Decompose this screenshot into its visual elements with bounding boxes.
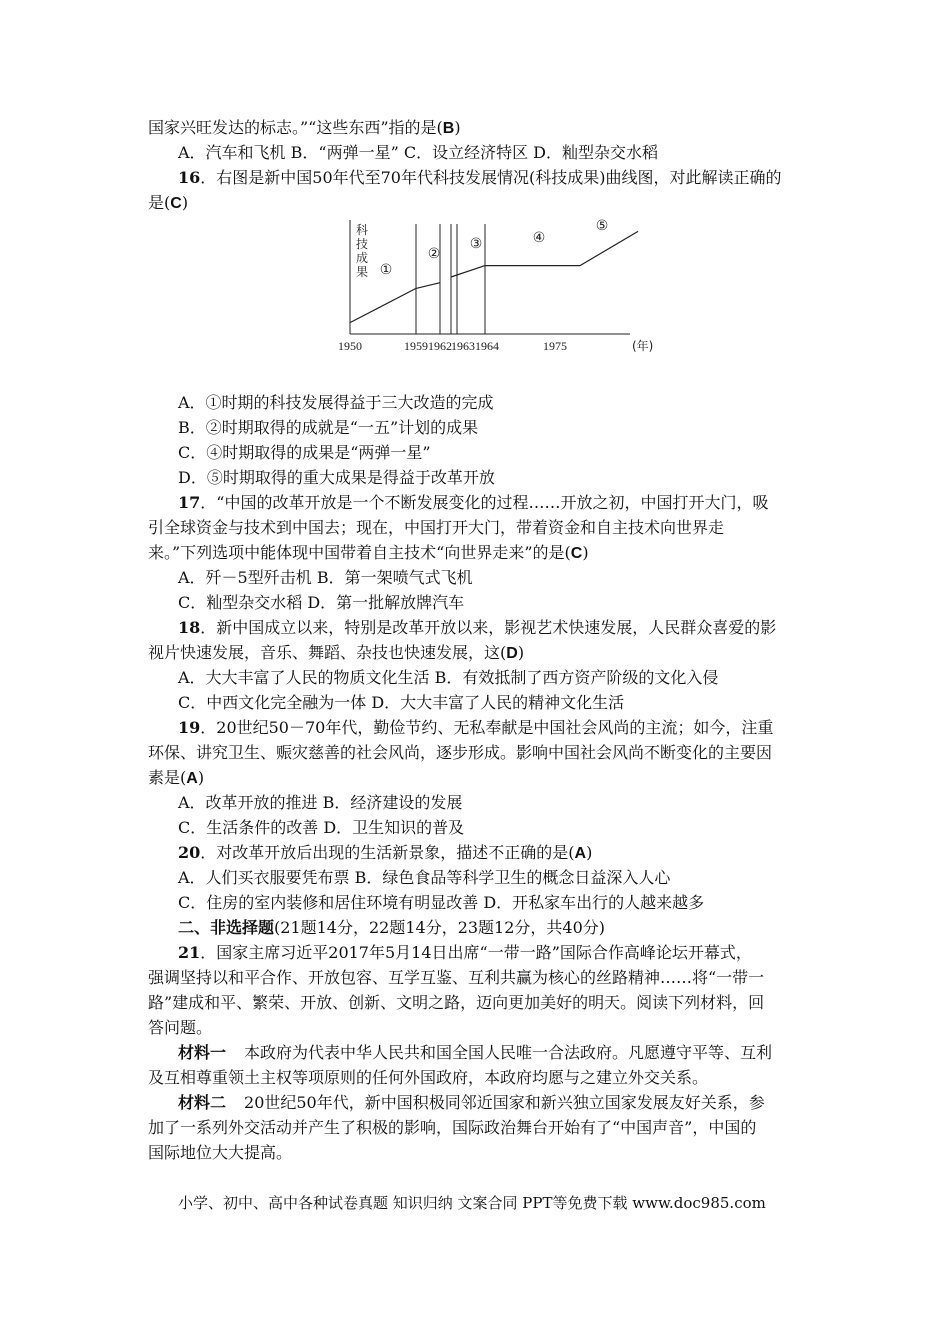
q17-text-1: ．“中国的改革开放是一个不断发展变化的过程……开放之初，中国打开大门，吸 [200, 493, 769, 512]
q19-stem-3 [148, 768, 204, 789]
q18-stem-1 [178, 618, 776, 638]
q15-options: A．汽车和飞机 B．“两弹一星” C．设立经济特区 D．籼型杂交水稻 [178, 143, 659, 162]
x-tick-1975: 1975 [543, 339, 567, 353]
material-1-label: 材料一 [178, 1043, 227, 1062]
chart-svg [330, 212, 670, 362]
x-axis-label: (年) [632, 339, 654, 353]
q16-option-b: B．②时期取得的成就是“一五”计划的成果 [178, 418, 479, 437]
q16-text-2: 是( [148, 193, 171, 212]
x-tick-1964: 1964 [475, 339, 499, 353]
material-2-text-1: 20世纪50年代，新中国积极同邻近国家和新兴独立国家发展友好关系，参 [244, 1093, 765, 1112]
section-2-heading [178, 918, 605, 938]
q17-stem-2: 引全球资金与技术到中国去；现在，中国打开大门，带着资金和自主技术向世界走 [148, 518, 725, 537]
q20-answer: A [574, 845, 587, 862]
q18-stem-2 [148, 643, 524, 664]
period-label-3: ③ [469, 236, 483, 252]
q21-stem-3: 路”建成和平、繁荣、开放、创新、文明之路，迈向更加美好的明天。阅读下列材料，回 [148, 993, 765, 1012]
q15-text: 国家兴旺发达的标志。”“这些东西”指的是( [148, 118, 443, 137]
q19-text-1: ．20世纪50－70年代，勤俭节约、无私奉献是中国社会风尚的主流；如今，注重 [200, 718, 774, 737]
q18-paren: ) [517, 643, 525, 662]
chart-lines [350, 231, 638, 322]
q20-paren: ) [586, 843, 593, 862]
q19-paren: ) [197, 768, 205, 787]
y-label-char: 成 [356, 251, 369, 265]
q19-stem-2: 环保、讲究卫生、赈灾慈善的社会风尚，逐步形成。影响中国社会风尚不断变化的主要因 [148, 743, 773, 762]
period-label-1: ① [379, 262, 393, 278]
q17-number: 17 [178, 493, 201, 512]
q18-text-2: 视片快速发展，音乐、舞蹈、杂技也快速发展，这( [148, 643, 507, 662]
period-labels [380, 218, 609, 278]
q17-options-1: A．歼－5型歼击机 B．第一架喷气式飞机 [178, 568, 473, 587]
q21-stem-4: 答问题。 [148, 1018, 213, 1037]
q20-stem [178, 843, 592, 864]
q17-paren: ) [582, 543, 589, 562]
q19-options-1: A．改革开放的推进 B．经济建设的发展 [178, 793, 463, 812]
q19-number: 19 [178, 718, 201, 737]
section-2-title: 二、非选择题 [178, 918, 275, 937]
material-2-label: 材料二 [178, 1093, 227, 1112]
q18-options-2: C．中西文化完全融为一体 D．大大丰富了人民的精神文化生活 [178, 693, 625, 712]
segment-2 [416, 283, 440, 289]
q19-options-2: C．生活条件的改善 D．卫生知识的普及 [178, 818, 465, 837]
material-1-line-2: 及互相尊重领土主权等项原则的任何外国政府，本政府均愿与之建立外交关系。 [148, 1068, 709, 1087]
q21-number: 21 [178, 943, 201, 962]
q16-answer: C [170, 195, 182, 212]
q16-text: ．右图是新中国50年代至70年代科技发展情况(科技成果)曲线图，对此解读正确的 [200, 168, 782, 187]
page-footer: 小学、初中、高中各种试卷真题 知识归纳 文案合同 PPT等免费下载 www.doc985.com [178, 1194, 766, 1212]
q16-option-d: D．⑤时期取得的重大成果是得益于改革开放 [178, 468, 495, 487]
q17-stem-1 [178, 493, 768, 513]
x-tick-1962: 1962 [428, 339, 452, 353]
q16-stem [178, 168, 781, 188]
q16-stem-2 [148, 193, 188, 214]
q21-stem-2: 强调坚持以和平合作、开放包容、互学互鉴、互利共赢为核心的丝路精神……将“一带一 [148, 968, 765, 987]
q17-options-2: C．籼型杂交水稻 D．第一批解放牌汽车 [178, 593, 465, 612]
material-2-line-1 [178, 1093, 765, 1113]
q15-answer: B [442, 120, 455, 137]
q18-answer: D [506, 645, 518, 662]
segment-3 [451, 266, 485, 277]
q19-stem-1 [178, 718, 773, 738]
science-achievement-chart [330, 212, 670, 362]
section-2-detail: (21题14分，22题14分，23题12分，共40分) [274, 918, 606, 937]
q20-text: ．对改革开放后出现的生活新景象，描述不正确的是( [200, 843, 575, 862]
q16-paren: ) [181, 193, 189, 212]
y-axis-label [356, 222, 368, 279]
q18-text-1: ．新中国成立以来，特别是改革开放以来，影视艺术快速发展，人民群众喜爱的影 [200, 618, 777, 637]
q20-options-2: C．住房的室内装修和居住环境有明显改善 D．开私家车出行的人越来越多 [178, 893, 705, 912]
x-tick-1959: 1959 [404, 339, 428, 353]
q20-number: 20 [178, 843, 201, 862]
x-tick-1963: 1963 [451, 339, 475, 353]
q19-answer: A [186, 770, 198, 787]
q18-options-1: A．大大丰富了人民的物质文化生活 B．有效抵制了西方资产阶级的文化入侵 [178, 668, 719, 687]
q21-stem-1 [178, 943, 752, 963]
q16-option-c: C．④时期取得的成果是“两弹一星” [178, 443, 431, 462]
segment-1 [350, 288, 416, 322]
x-tick-1950: 1950 [338, 339, 362, 353]
segment-5 [580, 231, 638, 265]
q20-options-1: A．人们买衣服要凭布票 B．绿色食品等科学卫生的概念日益深入人心 [178, 868, 671, 887]
q21-text-1: ．国家主席习近平2017年5月14日出席“一带一路”国际合作高峰论坛开幕式， [200, 943, 752, 962]
q16-number: 16 [178, 168, 201, 187]
material-2-line-3: 国际地位大大提高。 [148, 1143, 293, 1162]
y-label-char: 科 [356, 223, 369, 237]
q15-paren: ) [454, 118, 461, 137]
x-tick-labels [338, 339, 567, 353]
q17-stem-3 [148, 543, 589, 564]
period-label-2: ② [427, 246, 441, 262]
material-1-text-1: 本政府为代表中华人民共和国全国人民唯一合法政府。凡愿遵守平等、互利 [244, 1043, 773, 1062]
q17-answer: C [570, 545, 583, 562]
q16-option-a: A．①时期的科技发展得益于三大改造的完成 [178, 393, 494, 412]
q19-text-3: 素是( [148, 768, 187, 787]
q17-text-3: 来。”下列选项中能体现中国带着自主技术“向世界走来”的是( [148, 543, 571, 562]
y-label-char: 技 [356, 237, 369, 251]
y-label-char: 果 [356, 265, 369, 279]
material-1-line-1 [178, 1043, 772, 1063]
q18-number: 18 [178, 618, 201, 637]
material-2-line-2: 加了一系列外交活动并产生了积极的影响，国际政治舞台开始有了“中国声音”，中国的 [148, 1118, 757, 1137]
period-label-5: ⑤ [595, 218, 609, 234]
q15-tail [148, 118, 461, 139]
period-label-4: ④ [532, 230, 546, 246]
